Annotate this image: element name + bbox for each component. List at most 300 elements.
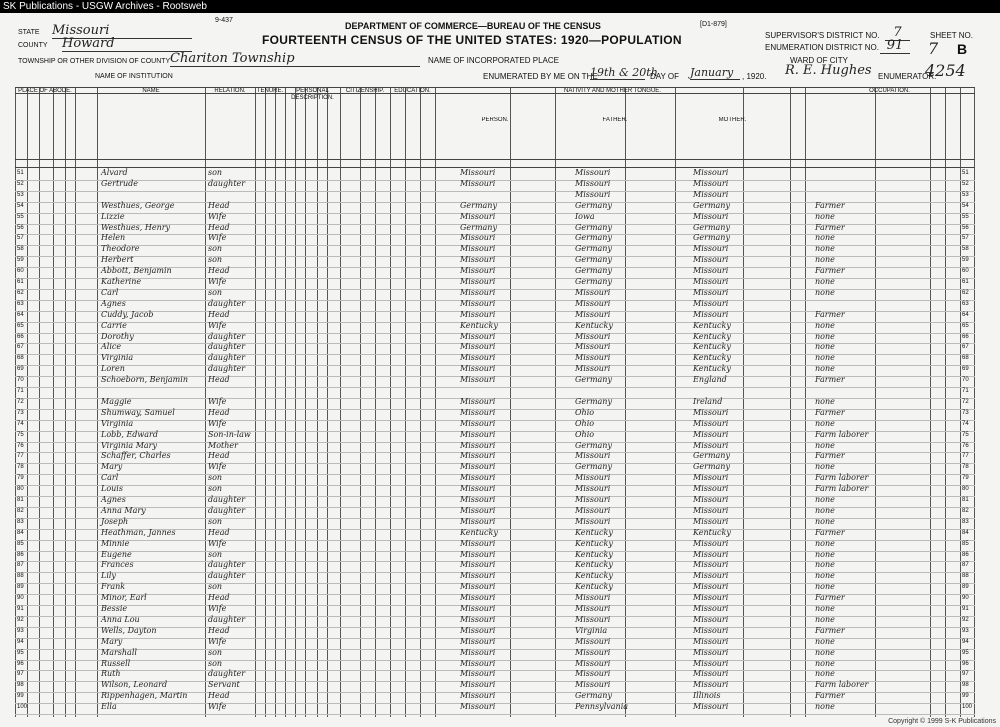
occupation-cell: none (815, 560, 835, 570)
relation-cell: son (208, 168, 223, 177)
name-cell: Schoeborn, Benjamin (101, 375, 188, 385)
relation-cell: Wife (208, 604, 227, 613)
father-birthplace-cell: Missouri (575, 451, 611, 461)
row-number-right: 52 (962, 180, 969, 187)
mother-birthplace-cell: Missouri (693, 669, 729, 679)
name-cell: Westhues, George (101, 200, 175, 210)
mother-birthplace-cell: Missouri (693, 418, 729, 428)
relation-cell: Head (208, 625, 230, 635)
name-cell: Ruth (101, 669, 121, 679)
name-cell: Lobb, Edward (101, 429, 158, 439)
row-number-right: 68 (962, 355, 969, 362)
relation-cell: daughter (208, 571, 246, 581)
name-cell: Herbert (101, 255, 134, 265)
relation-cell: Wife (208, 418, 227, 428)
mother-birthplace-cell: Missouri (693, 178, 729, 188)
month-value: January (690, 66, 740, 80)
mother-birthplace-cell: Missouri (693, 440, 729, 450)
row-number-right: 63 (962, 300, 969, 307)
row-number-right: 80 (962, 486, 969, 493)
birthplace-cell: Kentucky (460, 320, 498, 330)
father-birthplace-cell: Missouri (575, 353, 611, 363)
occupation-cell: none (815, 353, 835, 363)
father-birthplace-cell: Missouri (575, 342, 611, 352)
row-number-right: 70 (962, 377, 969, 384)
row-number: 81 (17, 497, 24, 503)
birthplace-cell: Missouri (460, 625, 496, 635)
row-number: 60 (17, 268, 24, 275)
birthplace-cell: Missouri (460, 244, 496, 254)
row-number: 80 (17, 486, 24, 493)
name-cell: Wells, Dayton (101, 625, 157, 635)
birthplace-cell: Missouri (460, 604, 496, 613)
col-tenure: TENURE. (256, 88, 284, 94)
row-number-right: 66 (962, 333, 969, 340)
row-number-right: 98 (962, 682, 969, 689)
father-birthplace-cell: Germany (575, 691, 612, 701)
occupation-cell: none (815, 582, 835, 592)
name-cell: Carrie (101, 320, 127, 330)
father-birthplace-cell: Missouri (575, 473, 611, 483)
enumerated-label: ENUMERATED BY ME ON THE (483, 72, 598, 81)
occupation-cell: Farmer (815, 625, 845, 635)
row-number: 75 (17, 431, 24, 438)
window-title: SK Publications - USGW Archives - Rootsweb (3, 1, 207, 12)
occupation-cell: none (815, 211, 835, 221)
birthplace-cell: Missouri (460, 669, 496, 679)
relation-cell: daughter (208, 331, 246, 341)
row-number-right: 54 (962, 202, 969, 209)
occupation-cell: none (815, 669, 835, 679)
father-birthplace-cell: Germany (575, 266, 612, 276)
name-cell: Gertrude (101, 178, 138, 188)
mother-birthplace-cell: Missouri (693, 473, 729, 483)
birthplace-cell: Missouri (460, 178, 496, 188)
name-cell: Loren (101, 364, 125, 374)
name-cell: Virginia Mary (101, 440, 158, 450)
mother-birthplace-cell: Germany (693, 451, 730, 461)
relation-cell: daughter (208, 342, 246, 352)
occupation-cell: Farmer (815, 691, 845, 701)
relation-cell: Wife (208, 396, 227, 406)
enumerator-value: R. E. Hughes (785, 63, 872, 78)
col-name: NAME (142, 88, 160, 94)
row-number-right: 79 (962, 475, 969, 482)
mother-birthplace-cell: Missouri (693, 538, 729, 548)
mother-birthplace-cell: Missouri (693, 495, 729, 504)
occupation-cell: none (815, 244, 835, 254)
birthplace-cell: Missouri (460, 342, 496, 352)
birthplace-cell: Missouri (460, 375, 496, 385)
ward-label: WARD OF CITY (790, 56, 848, 65)
mother-birthplace-cell: Missouri (693, 680, 729, 690)
father-birthplace-cell: Germany (575, 222, 612, 232)
relation-cell: Head (208, 691, 230, 701)
row-number: 89 (17, 584, 24, 591)
birthplace-cell: Missouri (460, 680, 496, 690)
occupation-cell: none (815, 320, 835, 330)
sheet-letter: B (957, 41, 968, 57)
relation-cell: son (208, 244, 223, 254)
row-number: 63 (17, 300, 24, 307)
row-number-right: 73 (962, 409, 969, 416)
name-cell: Abbott, Benjamin (101, 266, 172, 276)
row-divider (15, 714, 975, 715)
name-cell: Virginia (101, 353, 134, 363)
father-birthplace-cell: Missouri (575, 505, 611, 515)
mother-birthplace-cell: Missouri (693, 604, 729, 613)
mother-birthplace-cell: Ireland (693, 396, 723, 406)
row-number-right: 61 (962, 279, 969, 285)
occupation-cell: none (815, 462, 835, 472)
name-cell: Joseph (101, 516, 129, 526)
mother-birthplace-cell: Missouri (693, 593, 729, 603)
occupation-cell: none (815, 255, 835, 265)
occupation-cell: Farm laborer (815, 473, 869, 483)
occupation-cell: none (815, 571, 835, 581)
occupation-cell: none (815, 495, 835, 504)
mother-birthplace-cell: Missouri (693, 702, 729, 712)
father-birthplace-cell: Kentucky (575, 560, 613, 570)
row-number: 95 (17, 649, 24, 656)
relation-cell: Wife (208, 462, 227, 472)
mother-birthplace-cell: Missouri (693, 429, 729, 439)
col-occupation: OCCUPATION. (869, 88, 910, 94)
father-birthplace-cell: Germany (575, 375, 612, 385)
occupation-cell: none (815, 614, 835, 624)
father-birthplace-cell: Missouri (575, 669, 611, 679)
supervisor-label: SUPERVISOR'S DISTRICT NO. (765, 31, 880, 40)
row-number-right: 90 (962, 595, 969, 602)
mother-birthplace-cell: Germany (693, 462, 730, 472)
row-number-right: 76 (962, 442, 969, 449)
relation-cell: Head (208, 375, 230, 385)
father-birthplace-cell: Missouri (575, 298, 611, 308)
name-cell: Helen (101, 233, 126, 243)
name-cell: Rippenhagen, Martin (101, 691, 188, 701)
row-number-right: 60 (962, 268, 969, 275)
occupation-cell: none (815, 440, 835, 450)
father-birthplace-cell: Kentucky (575, 549, 613, 559)
department-title: DEPARTMENT OF COMMERCE—BUREAU OF THE CENSUS (345, 21, 601, 31)
occupation-cell: none (815, 364, 835, 374)
row-number: 70 (17, 377, 24, 384)
mother-birthplace-cell: Kentucky (693, 353, 731, 363)
birthplace-cell: Missouri (460, 636, 496, 646)
row-number-right: 92 (962, 616, 969, 623)
occupation-cell: none (815, 658, 835, 668)
mother-birthplace-cell: Missouri (693, 516, 729, 526)
occupation-cell: Farmer (815, 222, 845, 232)
row-number-right: 96 (962, 660, 969, 667)
father-birthplace-cell: Missouri (575, 168, 611, 177)
row-number: 67 (17, 344, 24, 351)
state-value: Missouri (52, 23, 192, 39)
stamp-number: 4254 (925, 61, 966, 80)
sheet-value: 7 (928, 39, 939, 58)
col-place-of-abode: PLACE OF ABODE. (18, 88, 72, 94)
row-number-right: 91 (962, 606, 969, 612)
mother-birthplace-cell: Germany (693, 233, 730, 243)
relation-cell: daughter (208, 364, 246, 374)
relation-cell: Head (208, 266, 230, 276)
row-number: 94 (17, 638, 24, 645)
birthplace-cell: Missouri (460, 298, 496, 308)
row-number: 91 (17, 606, 24, 612)
row-number-right: 64 (962, 311, 969, 318)
birthplace-cell: Kentucky (460, 527, 498, 537)
name-cell: Alice (101, 342, 122, 352)
birthplace-cell: Germany (460, 200, 497, 210)
father-birthplace-cell: Missouri (575, 309, 611, 319)
relation-cell: daughter (208, 495, 246, 504)
county-value: Howard (62, 36, 192, 52)
row-number-right: 93 (962, 627, 969, 634)
row-number-right: 55 (962, 213, 969, 220)
birthplace-cell: Missouri (460, 287, 496, 297)
occupation-cell: Farmer (815, 309, 845, 319)
row-number: 82 (17, 507, 24, 514)
row-number: 59 (17, 257, 24, 264)
mother-birthplace-cell: Missouri (693, 582, 729, 592)
mother-birthplace-cell: Missouri (693, 647, 729, 657)
row-number: 97 (17, 671, 24, 678)
father-birthplace-cell: Missouri (575, 593, 611, 603)
row-number-right: 74 (962, 420, 969, 427)
form-number: 9-437 (215, 17, 233, 24)
mother-birthplace-cell: Germany (693, 200, 730, 210)
birthplace-cell: Missouri (460, 364, 496, 374)
father-birthplace-cell: Ohio (575, 407, 595, 417)
name-cell: Cuddy, Jacob (101, 309, 154, 319)
sub-mother: MOTHER. (718, 117, 747, 123)
row-number: 90 (17, 595, 24, 602)
row-number-right: 75 (962, 431, 969, 438)
name-cell: Bessie (101, 604, 128, 613)
occupation-cell: Farmer (815, 200, 845, 210)
relation-cell: Wife (208, 636, 227, 646)
relation-cell: son (208, 582, 223, 592)
mother-birthplace-cell: Kentucky (693, 364, 731, 374)
name-cell: Schaffer, Charles (101, 451, 171, 461)
father-birthplace-cell: Ohio (575, 429, 595, 439)
occupation-cell: none (815, 287, 835, 297)
name-cell: Theodore (101, 244, 140, 254)
row-number: 54 (17, 202, 24, 209)
row-number: 100 (17, 704, 28, 711)
birthplace-cell: Missouri (460, 168, 496, 177)
father-birthplace-cell: Kentucky (575, 538, 613, 548)
row-number-right: 58 (962, 246, 969, 253)
mother-birthplace-cell: Kentucky (693, 527, 731, 537)
father-birthplace-cell: Germany (575, 255, 612, 265)
census-table (15, 87, 975, 717)
name-cell: Dorothy (101, 331, 134, 341)
father-birthplace-cell: Iowa (575, 211, 595, 221)
row-number: 73 (17, 409, 24, 416)
row-number: 69 (17, 366, 24, 373)
row-number-right: 53 (962, 191, 969, 198)
sub-father: FATHER. (602, 117, 628, 123)
name-cell: Mary (101, 462, 123, 472)
mother-birthplace-cell: Missouri (693, 636, 729, 646)
father-birthplace-cell: Germany (575, 244, 612, 254)
father-birthplace-cell: Germany (575, 462, 612, 472)
name-cell: Mary (101, 636, 123, 646)
name-cell: Minor, Earl (101, 593, 147, 603)
row-number: 87 (17, 562, 24, 569)
relation-cell: son (208, 647, 223, 657)
mother-birthplace-cell: Missouri (693, 571, 729, 581)
name-cell: Lizzie (101, 211, 125, 221)
occupation-cell: none (815, 702, 835, 712)
birthplace-cell: Missouri (460, 647, 496, 657)
row-number: 57 (17, 235, 24, 242)
name-cell: Russell (101, 658, 131, 668)
name-cell: Ella (101, 702, 117, 712)
father-birthplace-cell: Missouri (575, 189, 611, 199)
mother-birthplace-cell: Germany (693, 222, 730, 232)
row-number: 56 (17, 224, 24, 231)
mother-birthplace-cell: Illinois (693, 691, 721, 701)
mother-birthplace-cell: Missouri (693, 211, 729, 221)
row-number-right: 71 (962, 388, 969, 394)
occupation-cell: none (815, 636, 835, 646)
birthplace-cell: Missouri (460, 309, 496, 319)
relation-cell: Wife (208, 320, 227, 330)
father-birthplace-cell: Germany (575, 277, 612, 286)
mother-birthplace-cell: Kentucky (693, 331, 731, 341)
birthplace-cell: Missouri (460, 484, 496, 494)
row-number: 79 (17, 475, 24, 482)
relation-cell: Head (208, 407, 230, 417)
row-number-right: 62 (962, 289, 969, 296)
occupation-cell: Farm laborer (815, 429, 869, 439)
row-number-right: 99 (962, 693, 969, 700)
row-number-right: 51 (962, 170, 969, 176)
mother-birthplace-cell: Missouri (693, 484, 729, 494)
name-cell: Minnie (101, 538, 130, 548)
relation-cell: daughter (208, 560, 246, 570)
relation-cell: Mother (208, 440, 238, 450)
row-number-right: 94 (962, 638, 969, 645)
birthplace-cell: Missouri (460, 407, 496, 417)
mother-birthplace-cell: Missouri (693, 309, 729, 319)
year-label: , 1920. (742, 72, 767, 81)
birthplace-cell: Missouri (460, 451, 496, 461)
row-number: 51 (17, 170, 24, 176)
father-birthplace-cell: Virginia (575, 625, 608, 635)
occupation-cell: none (815, 331, 835, 341)
birthplace-cell: Missouri (460, 702, 496, 712)
county-label: COUNTY (18, 42, 48, 49)
row-number-right: 57 (962, 235, 969, 242)
mother-birthplace-cell: Missouri (693, 255, 729, 265)
occupation-cell: none (815, 538, 835, 548)
mother-birthplace-cell: Missouri (693, 549, 729, 559)
relation-cell: daughter (208, 614, 246, 624)
occupation-cell: none (815, 396, 835, 406)
birthplace-cell: Missouri (460, 549, 496, 559)
relation-cell: Head (208, 451, 230, 461)
birthplace-cell: Germany (460, 222, 497, 232)
father-birthplace-cell: Missouri (575, 287, 611, 297)
occupation-cell: Farmer (815, 375, 845, 385)
father-birthplace-cell: Missouri (575, 364, 611, 374)
birthplace-cell: Missouri (460, 418, 496, 428)
birthplace-cell: Missouri (460, 331, 496, 341)
birthplace-cell: Missouri (460, 571, 496, 581)
name-cell: Katherine (101, 277, 142, 286)
name-cell: Virginia (101, 418, 134, 428)
birthplace-cell: Missouri (460, 255, 496, 265)
row-number-right: 85 (962, 540, 969, 547)
day-of-label: DAY OF (650, 72, 680, 81)
name-cell: Westhues, Henry (101, 222, 171, 232)
mother-birthplace-cell: Missouri (693, 244, 729, 254)
relation-cell: Son-in-law (208, 429, 251, 439)
township-label: TOWNSHIP OR OTHER DIVISION OF COUNTY (18, 58, 171, 65)
row-number-right: 69 (962, 366, 969, 373)
enumerator-label: ENUMERATOR. (878, 72, 937, 81)
father-birthplace-cell: Missouri (575, 658, 611, 668)
father-birthplace-cell: Missouri (575, 178, 611, 188)
name-cell: Carl (101, 287, 119, 297)
father-birthplace-cell: Kentucky (575, 320, 613, 330)
mother-birthplace-cell: Missouri (693, 287, 729, 297)
birthplace-cell: Missouri (460, 429, 496, 439)
name-cell: Carl (101, 473, 119, 483)
birthplace-cell: Missouri (460, 516, 496, 526)
col-education: EDUCATION. (394, 88, 431, 94)
birthplace-cell: Missouri (460, 505, 496, 515)
row-number: 66 (17, 333, 24, 340)
row-number: 98 (17, 682, 24, 689)
father-birthplace-cell: Missouri (575, 680, 611, 690)
relation-cell: son (208, 287, 223, 297)
enumeration-value: 91 (880, 38, 910, 54)
occupation-cell: none (815, 505, 835, 515)
father-birthplace-cell: Kentucky (575, 582, 613, 592)
row-number-right: 65 (962, 322, 969, 329)
father-birthplace-cell: Missouri (575, 331, 611, 341)
row-number-right: 59 (962, 257, 969, 264)
name-cell: Wilson, Leonard (101, 680, 168, 690)
name-cell: Frank (101, 582, 126, 592)
row-number: 84 (17, 529, 24, 536)
row-number-right: 87 (962, 562, 969, 569)
relation-cell: son (208, 473, 223, 483)
name-cell: Eugene (101, 549, 132, 559)
row-number: 65 (17, 322, 24, 329)
birthplace-cell: Missouri (460, 495, 496, 504)
birthplace-cell: Missouri (460, 277, 496, 286)
relation-cell: Wife (208, 277, 227, 286)
relation-cell: Wife (208, 211, 227, 221)
father-birthplace-cell: Ohio (575, 418, 595, 428)
row-number-right: 81 (962, 497, 969, 503)
occupation-cell: Farmer (815, 407, 845, 417)
mother-birthplace-cell: Missouri (693, 298, 729, 308)
relation-cell: Wife (208, 702, 227, 712)
relation-cell: Servant (208, 680, 240, 690)
row-number: 52 (17, 180, 24, 187)
row-number-right: 97 (962, 671, 969, 678)
father-birthplace-cell: Missouri (575, 516, 611, 526)
state-label: STATE (18, 29, 40, 36)
father-birthplace-cell: Germany (575, 233, 612, 243)
occupation-cell: Farm laborer (815, 680, 869, 690)
